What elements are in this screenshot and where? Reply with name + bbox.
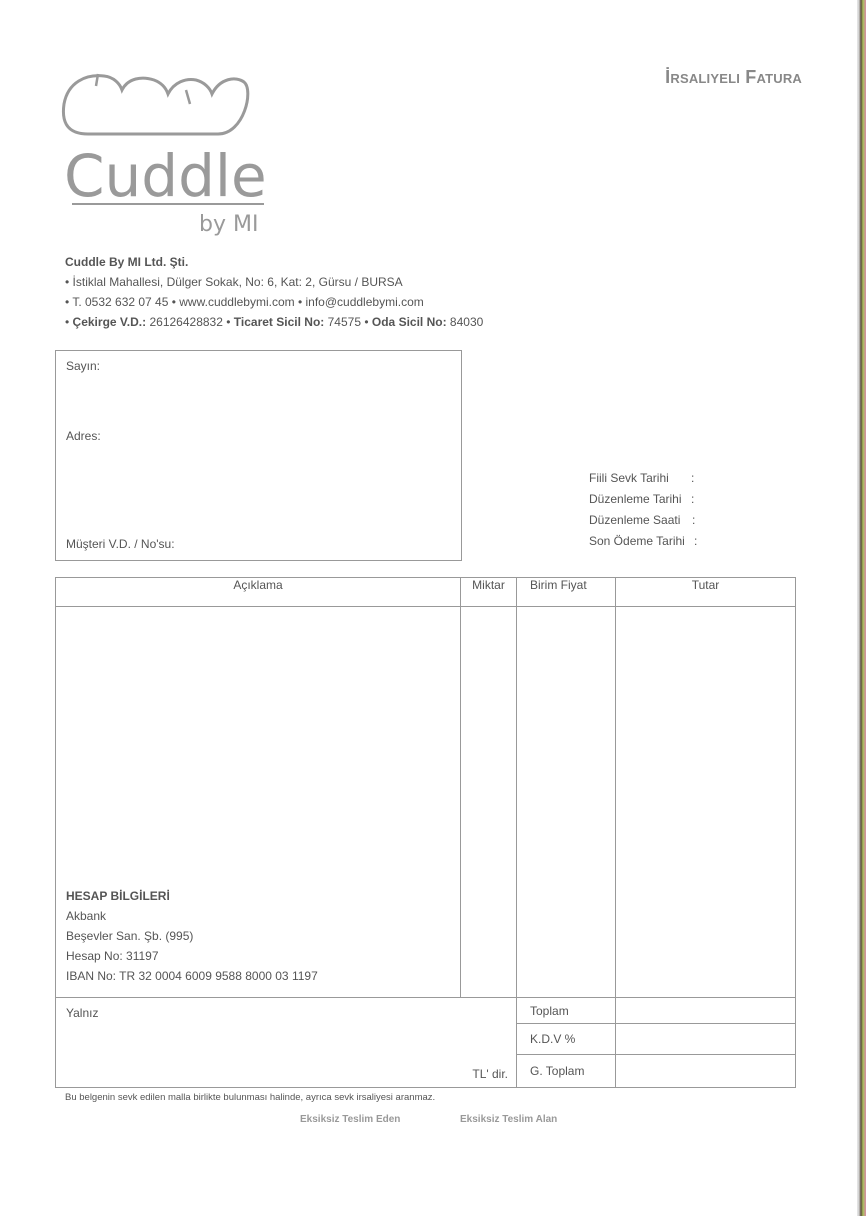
delivered-by-signature: Eksiksiz Teslim Eden: [300, 1114, 401, 1125]
bank-info-title: HESAP BİLGİLERİ: [66, 889, 170, 903]
svg-text:by MI: by MI: [199, 212, 259, 237]
bank-account: Hesap No: 31197: [66, 949, 159, 963]
bank-branch: Beşevler San. Şb. (995): [66, 929, 194, 943]
footer-note: Bu belgenin sevk edilen malla birlikte bulunması halinde, ayrıca sevk irsaliyesi aranmaz.: [65, 1092, 436, 1103]
ship-date-row: Fiili Sevk Tarihi :: [589, 471, 695, 485]
tax-office-label: Çekirge V.D.:: [72, 315, 147, 329]
cuddle-logo: [58, 68, 270, 238]
quantity-cell: [461, 607, 517, 998]
issue-date-row: Düzenleme Tarihi :: [589, 492, 695, 506]
tax-office-value: 26126428832: [149, 315, 223, 329]
issue-time-row: Düzenleme Saati :: [589, 513, 696, 527]
customer-name-label: Sayın:: [66, 359, 101, 373]
total-row: [56, 998, 796, 1024]
col-header-unit-price: Birim Fiyat: [517, 578, 616, 607]
due-date-row: Son Ödeme Tarihi :: [589, 534, 698, 548]
bank-name: Akbank: [66, 909, 107, 923]
table-header-row: [56, 578, 796, 607]
grand-total-value: [616, 1055, 796, 1088]
received-by-signature: Eksiksiz Teslim Alan: [460, 1114, 558, 1125]
date-fields: [589, 471, 769, 555]
page-edge-decoration: [857, 0, 866, 1216]
currency-suffix: TL' dir.: [472, 1067, 508, 1081]
bank-info: [66, 889, 318, 989]
grand-total-label: G. Toplam: [517, 1055, 616, 1088]
amount-in-words-cell: [56, 998, 517, 1088]
trade-registry-label: Ticaret Sicil No:: [233, 315, 325, 329]
description-cell: [56, 607, 461, 998]
company-name: Cuddle By MI Ltd. Şti.: [65, 255, 189, 269]
issue-time-label: Düzenleme Saati: [589, 513, 681, 527]
company-contact: • T. 0532 632 07 45 • www.cuddlebymi.com • info@cuddlebymi.com: [65, 295, 424, 309]
amount-cell: [616, 607, 796, 998]
issue-date-label: Düzenleme Tarihi: [589, 492, 682, 506]
customer-tax-label: Müşteri V.D. / No'su:: [66, 537, 175, 551]
col-header-amount: Tutar: [616, 578, 796, 607]
due-date-label: Son Ödeme Tarihi: [589, 534, 685, 548]
chamber-registry-label: Oda Sicil No:: [371, 315, 447, 329]
document-title: İrsaliyeli Fatura: [665, 67, 802, 87]
ship-date-label: Fiili Sevk Tarihi: [589, 471, 669, 485]
trade-registry-value: 74575: [327, 315, 361, 329]
col-header-quantity: Miktar: [461, 578, 517, 607]
company-info: [65, 255, 483, 335]
chamber-registry-value: 84030: [449, 315, 484, 329]
amount-in-words-label: Yalnız: [66, 1006, 99, 1020]
invoice-items-table: [55, 577, 796, 1088]
customer-address-label: Adres:: [66, 429, 101, 443]
unit-price-cell: [517, 607, 616, 998]
col-header-description: Açıklama: [56, 578, 461, 607]
company-address: • İstiklal Mahallesi, Dülger Sokak, No: 6, Kat: 2, Gürsu / BURSA: [65, 275, 403, 289]
company-registry: • Çekirge V.D.: 26126428832 • Ticaret Sicil No: 74575 • Oda Sicil No: 84030: [65, 315, 484, 329]
total-label: Toplam: [517, 998, 616, 1024]
vat-value: [616, 1024, 796, 1055]
customer-box: [55, 350, 462, 561]
items-body-row: [56, 607, 796, 998]
total-value: [616, 998, 796, 1024]
bank-iban: IBAN No: TR 32 0004 6009 9588 8000 03 1197: [66, 969, 318, 983]
svg-text:Cuddle: Cuddle: [64, 142, 267, 210]
vat-label: K.D.V %: [517, 1024, 616, 1055]
